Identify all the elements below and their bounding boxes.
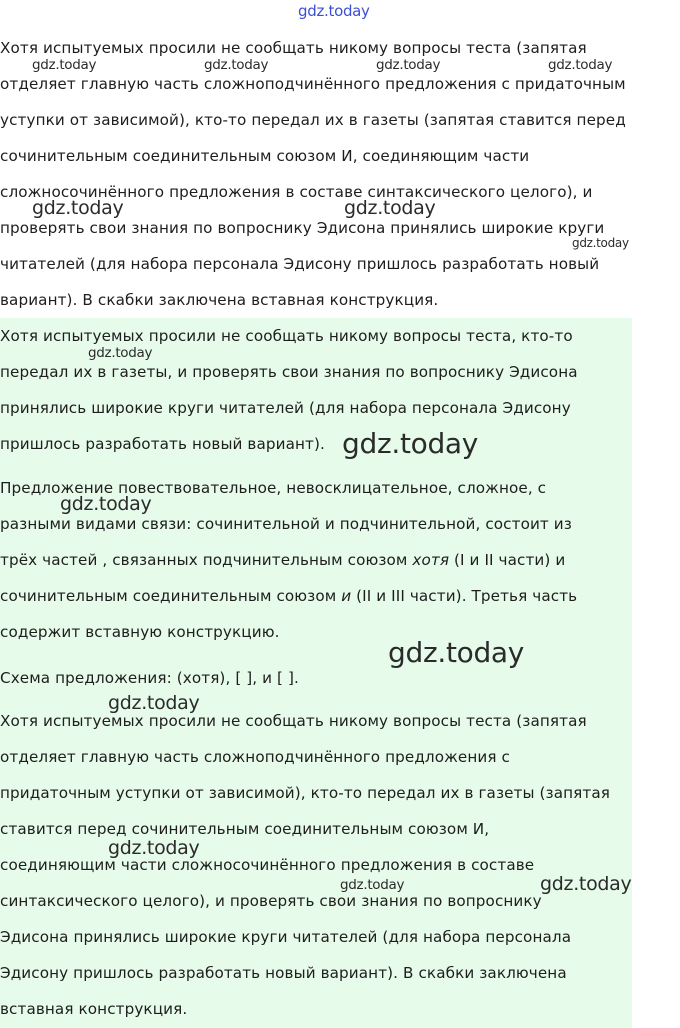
paragraph-line: сложносочинённого предложения в составе синтаксического целого), и bbox=[0, 183, 593, 201]
text-run: сочинительным соединительным союзом bbox=[0, 587, 342, 605]
paragraph-line bbox=[0, 542, 632, 578]
paragraph-line: содержит вставную конструкцию. bbox=[0, 623, 280, 641]
paragraph-line: синтаксического целого), и проверять свои знания по вопроснику bbox=[0, 892, 542, 910]
paragraph-line: передал их в газеты, и проверять свои знания по вопроснику Эдисона bbox=[0, 363, 578, 381]
text-run: (II и III части). Третья часть bbox=[351, 587, 578, 605]
watermark: gdz.today bbox=[340, 877, 405, 893]
paragraph-line bbox=[0, 578, 632, 614]
paragraph-line: придаточным уступки от зависимой), кто-то передал их в газеты (запятая bbox=[0, 784, 610, 802]
watermark: gdz.today bbox=[548, 57, 613, 73]
text-run: (I и II части) и bbox=[449, 551, 566, 569]
text-run: трёх частей , связанных подчинительным союзом bbox=[0, 551, 413, 569]
paragraph-line: отделяет главную часть сложноподчинённого предложения с bbox=[0, 748, 510, 766]
watermark: gdz.today bbox=[344, 197, 436, 219]
conjunction-italic: хотя bbox=[412, 551, 450, 569]
paragraph-line: уступки от зависимой), кто-то передал их в газеты (запятая ставится перед bbox=[0, 111, 626, 129]
paragraph-line: Хотя испытуемых просили не сообщать никому вопросы теста (запятая bbox=[0, 39, 587, 57]
site-label[interactable]: gdz.today bbox=[298, 2, 370, 20]
paragraph-line: сочинительным соединительным союзом И, соединяющим части bbox=[0, 147, 530, 165]
paragraph-line: соединяющим части сложносочинённого предложения в составе bbox=[0, 856, 535, 874]
paragraph-line: Хотя испытуемых просили не сообщать никому вопросы теста, кто-то bbox=[0, 327, 573, 345]
paragraph-line: Схема предложения: (хотя), [ ], и [ ]. bbox=[0, 669, 299, 687]
paragraph-line: Эдисона принялись широкие круги читателей (для набора персонала bbox=[0, 928, 572, 946]
watermark: gdz.today bbox=[60, 493, 152, 515]
paragraph-line: отделяет главную часть сложноподчинённого предложения с придаточным bbox=[0, 75, 626, 93]
watermark: gdz.today bbox=[388, 636, 525, 669]
watermark: gdz.today bbox=[572, 236, 629, 250]
watermark: gdz.today bbox=[540, 873, 632, 895]
watermark: gdz.today bbox=[342, 427, 479, 460]
paragraph-line: Предложение повествовательное, невосклицательное, сложное, с bbox=[0, 479, 547, 497]
paragraph-line: Эдисону пришлось разработать новый вариант). В скабки заключена bbox=[0, 964, 567, 982]
paragraph-full-answer bbox=[0, 703, 632, 1027]
watermark: gdz.today bbox=[108, 837, 200, 859]
conjunction-italic: и bbox=[341, 587, 352, 605]
paragraph-line: Хотя испытуемых просили не сообщать никому вопросы теста (запятая bbox=[0, 712, 587, 730]
paragraph-original bbox=[0, 30, 660, 318]
paragraph-line: разными видами связи: сочинительной и подчинительной, состоит из bbox=[0, 515, 572, 533]
watermark: gdz.today bbox=[32, 57, 97, 73]
watermark: gdz.today bbox=[88, 345, 153, 361]
paragraph-line: вариант). В скабки заключена вставная конструкция. bbox=[0, 291, 439, 309]
paragraph-line: проверять свои знания по вопроснику Эдисона принялись широкие круги bbox=[0, 219, 605, 237]
paragraph-simplified bbox=[0, 318, 632, 462]
paragraph-line: принялись широкие круги читателей (для набора персонала Эдисону bbox=[0, 399, 571, 417]
watermark: gdz.today bbox=[204, 57, 269, 73]
paragraph-analysis bbox=[0, 470, 632, 650]
paragraph-line: читателей (для набора персонала Эдисону пришлось разработать новый bbox=[0, 255, 600, 273]
watermark: gdz.today bbox=[376, 57, 441, 73]
paragraph-line: вставная конструкция. bbox=[0, 1000, 188, 1018]
watermark: gdz.today bbox=[32, 197, 124, 219]
paragraph-line: пришлось разработать новый вариант). bbox=[0, 435, 325, 453]
paragraph-scheme bbox=[0, 660, 632, 696]
watermark: gdz.today bbox=[108, 692, 200, 714]
paragraph-line: ставится перед сочинительным соединительным союзом И, bbox=[0, 820, 490, 838]
